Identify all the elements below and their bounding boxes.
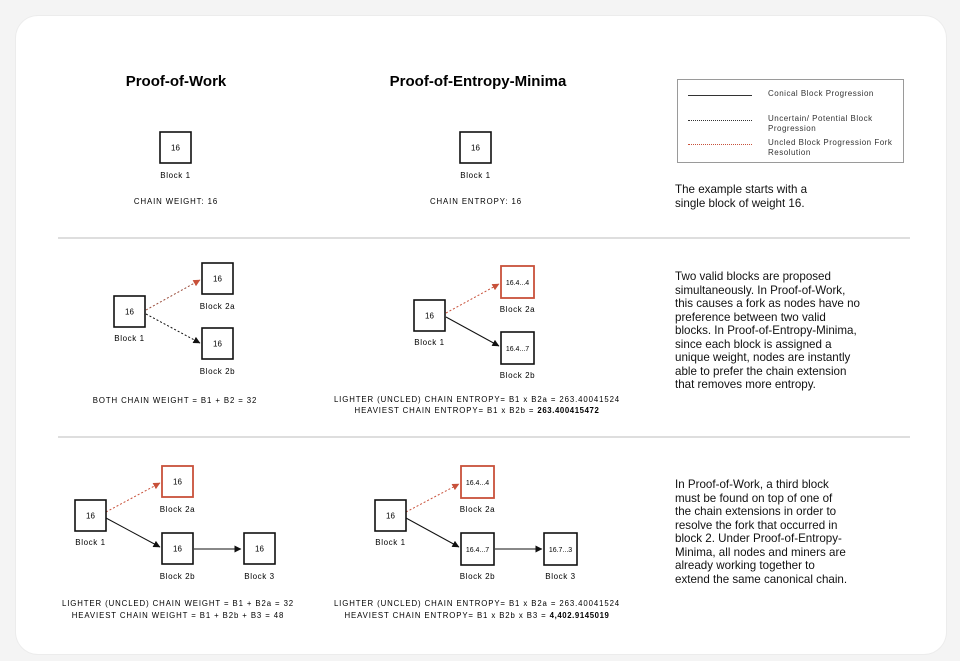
desc-line: extend the same canonical chain. [675,572,848,586]
desc-line: blocks. In Proof-of-Entropy-Minima, [675,324,857,337]
heaviest-chain-weight-caption: HEAVIEST CHAIN WEIGHT = B1 + B2b + B3 = 48 [71,611,285,620]
legend-uncertain-text: Uncertain/ Potential Block Progression [768,114,873,133]
block-2b-label: Block 2b [459,572,496,581]
block-1-label: Block 1 [414,338,445,347]
row2-poem [334,266,620,415]
lighter-chain-weight-caption: LIGHTER (UNCLED) CHAIN WEIGHT = B1 + B2a = 32 [61,599,295,608]
heaviest-chain-entropy-caption [355,406,600,415]
block-1-label: Block 1 [160,171,191,180]
legend-uncled-text: Uncled Block Progression Fork Resolution [768,138,893,157]
pow-heading: Proof-of-Work [125,73,227,90]
row3-pow [62,466,294,620]
heaviest-caption-prefix: HEAVIEST CHAIN ENTROPY= B1 x B2b = [354,406,538,415]
desc-line: simultaneously. In Proof-of-Work, [675,283,846,297]
desc-line: that removes more entropy. [675,378,816,391]
block-2a-label: Block 2a [499,305,536,314]
canonical-arrow-2b [106,518,160,547]
desc-line: The example starts with a [675,183,808,196]
desc-line: Two valid blocks are proposed [675,270,831,283]
block-1-label: Block 1 [75,538,106,547]
poem-heading: Proof-of-Entropy-Minima [389,73,567,90]
chain-weight-caption: CHAIN WEIGHT: 16 [133,197,219,206]
desc-line: the chain extensions in order to [675,505,837,518]
block-1-value: 16 [471,143,480,153]
legend [677,79,904,163]
desc-line: resolve the fork that occurred in [675,518,838,532]
row3-poem [334,466,620,620]
block-2b-value: 16 [213,339,222,349]
block-2a-value: 16 [213,274,222,284]
block-2b-label: Block 2b [199,367,236,376]
block-2b-value: 16.4...7 [465,547,490,554]
block-1-value: 16 [425,311,434,321]
block-2a-value: 16 [173,477,182,487]
desc-line: able to prefer the chain extension [675,364,847,378]
desc-line: must be found on top of one of [675,491,833,505]
uncled-arrow-2a [106,483,160,512]
lighter-chain-entropy-caption: LIGHTER (UNCLED) CHAIN ENTROPY= B1 x B2a = 263.40041524 [333,599,621,608]
block-1-value: 16 [171,143,180,153]
block-1-value: 16 [125,307,134,317]
row2-description [675,270,860,392]
chain-entropy-caption: CHAIN ENTROPY: 16 [430,197,522,206]
block-1-label: Block 1 [460,171,491,180]
block-2b-label: Block 2b [499,371,536,380]
block-2a-label: Block 2a [459,505,496,514]
legend-canonical-text: Conical Block Progression [768,89,874,98]
desc-line: block 2. Under Proof-of-Entropy- [675,532,842,545]
block-1-value: 16 [86,511,95,521]
block-2b-label: Block 2b [159,572,196,581]
canonical-arrow-2b [406,518,459,547]
block-1-label: Block 1 [375,538,406,547]
dotted-arrow-2a [146,280,200,310]
block-1-label: Block 1 [114,334,145,343]
dotted-arrow-2b [146,314,200,343]
block-1-value: 16 [386,511,395,521]
desc-line: In Proof-of-Work, a third block [675,478,829,491]
lighter-chain-entropy-caption: LIGHTER (UNCLED) CHAIN ENTROPY= B1 x B2a = 263.40041524 [333,395,621,404]
block-2b-value: 16.4...7 [505,346,530,353]
desc-line: this causes a fork as nodes have no [675,297,860,310]
heaviest-caption-prefix: HEAVIEST CHAIN ENTROPY= B1 x B2b x B3 = [344,611,550,620]
row1-pow [134,132,218,206]
block-2a-value: 16.4...4 [465,480,490,487]
desc-line: Minima, all nodes and miners are [675,545,846,559]
solid-line-swatch [688,95,752,96]
block-2a-label: Block 2a [159,505,196,514]
row1-description [675,183,807,210]
uncled-arrow-2a [406,484,459,512]
desc-line: already working together to [675,559,815,572]
dotted-line-swatch [688,120,752,121]
block-2a-label: Block 2a [199,302,236,311]
block-3-label: Block 3 [545,572,576,581]
uncled-arrow-2a [446,284,499,313]
both-chain-weight-caption: BOTH CHAIN WEIGHT = B1 + B2 = 32 [92,396,258,405]
red-dotted-line-swatch [688,144,752,145]
block-2a-value: 16.4...4 [505,280,530,287]
canonical-arrow-2b [446,317,499,346]
row1-poem [430,132,522,206]
block-2b-value: 16 [173,544,182,554]
desc-line: unique weight, nodes are instantly [675,351,851,364]
heaviest-caption-value: 263.400415472 [537,406,600,415]
desc-line: since each block is assigned a [675,337,832,351]
block-3-value: 16.7...3 [548,547,573,554]
row2-pow [93,263,258,405]
block-3-value: 16 [255,544,264,554]
heaviest-caption-value: 4,402.9145019 [549,611,610,620]
block-3-label: Block 3 [244,572,275,581]
heaviest-chain-entropy-caption [345,611,610,620]
desc-line: preference between two valid [675,310,826,324]
row3-description [675,478,847,586]
desc-line: single block of weight 16. [675,196,805,210]
